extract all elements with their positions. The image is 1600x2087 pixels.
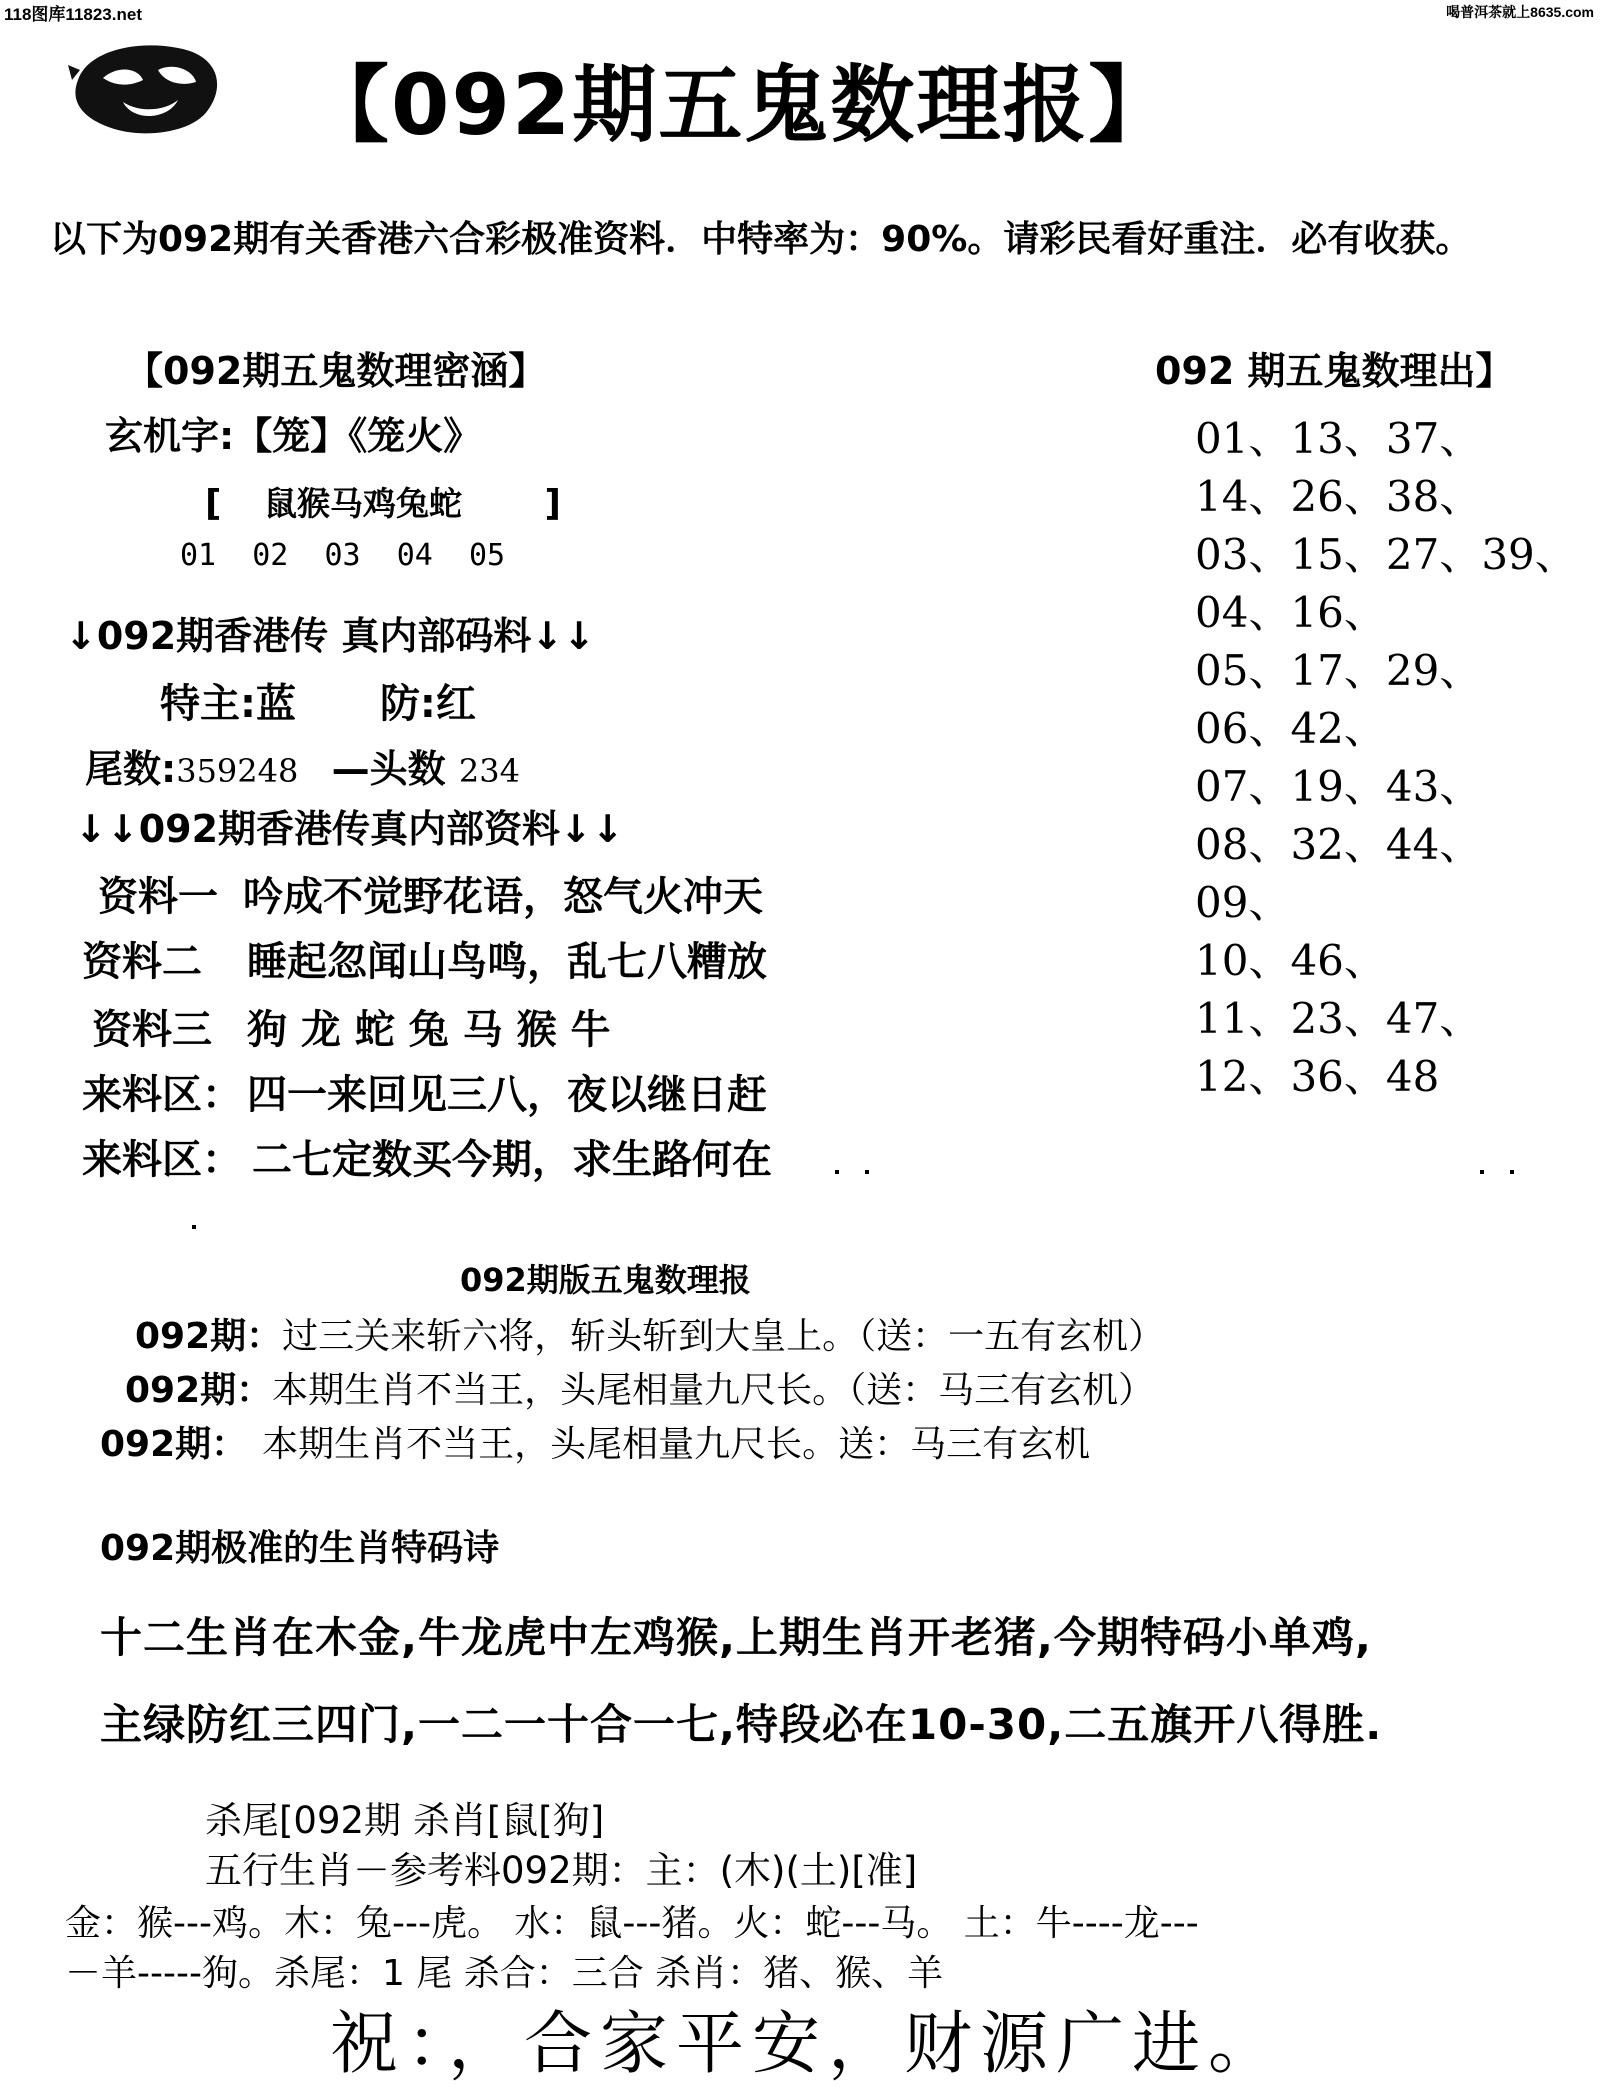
tail-head-row: [85, 738, 520, 793]
number-row: 07、19、43、: [1195, 762, 1482, 811]
number-row: 12、36、48: [1195, 1052, 1440, 1101]
number-row: 06、42、: [1195, 704, 1386, 753]
number-row: 10、46、: [1195, 936, 1386, 985]
intro-text: 以下为092期有关香港六合彩极准资料．中特率为：90%。请彩民看好重注．必有收获。: [50, 219, 1472, 260]
down-arrow-icon: ↓↓: [75, 807, 139, 851]
special-row: [160, 672, 476, 729]
tail-value: 359248: [176, 752, 299, 790]
middle-subtitle: 092期版五鬼数理报: [460, 1261, 751, 1299]
line-text: 本期生肖不当王，头尾相量九尺长。送：马三有玄机: [262, 1424, 1091, 1465]
item-text: 睡起忽闻山鸟鸣，乱七八糟放: [247, 939, 767, 985]
number-row: 08、32、44、: [1195, 820, 1482, 869]
kill-line: 杀尾[092期 杀肖[鼠[狗]: [205, 1799, 605, 1842]
number-row: 09、: [1195, 878, 1291, 927]
item-text: 吟成不觉野花语，怒气火冲天: [243, 874, 763, 920]
line-text: 本期生肖不当王，头尾相量九尺长。（送：马三有玄机）: [272, 1370, 1155, 1411]
guard-label: 防:: [379, 681, 436, 727]
poem-line-1: 十二生肖在木金,牛龙虎中左鸡猴,上期生肖开老猪,今期特码小单鸡,: [100, 1613, 1372, 1662]
down-arrow-icon: ↓: [65, 614, 97, 658]
item-row-3: [92, 998, 611, 1055]
zodiac-list: 鼠猴马鸡兔蛇: [264, 484, 462, 523]
middle-line-3: [100, 1416, 1090, 1467]
zodiac-bracket-close: ]: [544, 483, 561, 524]
number-row: 01、13、37、: [1195, 414, 1482, 463]
zodiac-bracket-open: [: [205, 483, 222, 524]
item-row-4: [82, 1063, 767, 1120]
tail-label: 尾数:: [85, 747, 177, 791]
guard-value: 红: [435, 681, 476, 727]
xuanji-row: [105, 405, 481, 460]
item-row-1: [98, 865, 763, 922]
mystery-title: 【092期五鬼数理密涵】: [125, 349, 547, 393]
zodiac-numbers: 01 02 03 04 05: [180, 538, 506, 573]
poem-title: 092期极准的生肖特码诗: [100, 1528, 500, 1569]
number-row: 11、23、47、: [1195, 994, 1482, 1043]
item-text: 二七定数买今期，求生路何在: [252, 1137, 772, 1183]
wuxing-line: 五行生肖－参考料092期：主：(木)(土)[准]: [205, 1849, 918, 1892]
right-title: 092 期五鬼数理出】: [1155, 349, 1514, 393]
speck: [865, 1170, 869, 1174]
special-main-value: 蓝: [256, 681, 296, 727]
item-label: 资料二: [82, 939, 202, 985]
speck: [1480, 1170, 1484, 1174]
item-label: 资料三: [92, 1007, 212, 1053]
number-row: 05、17、29、: [1195, 646, 1482, 695]
item-row-5: [82, 1128, 772, 1185]
speck: [835, 1170, 839, 1174]
xuanji-value: 【笼】《笼火》: [234, 414, 482, 458]
blessing: 祝：，合家平安，财源广进。: [330, 2005, 1285, 2084]
speck: [1510, 1170, 1514, 1174]
item-row-2: [82, 930, 767, 987]
number-list: [1195, 410, 1577, 1106]
page-title: 【092期五鬼数理报】: [305, 56, 1175, 154]
number-row: 03、15、27、39、: [1195, 530, 1577, 579]
line-text: 过三关来斩六将，斩头斩到大皇上。（送：一五有玄机）: [282, 1316, 1165, 1357]
logo-icon: [68, 40, 228, 140]
zodiac-row: [205, 478, 561, 525]
xuanji-label: 玄机字:: [105, 414, 235, 458]
down-arrow-icon: ↓↓: [560, 807, 624, 851]
special-main-label: 特主:: [160, 681, 256, 727]
item-text: 四一来回见三八，夜以继日赶: [247, 1072, 767, 1118]
item-text: 狗 龙 蛇 兔 马 猴 牛: [247, 1007, 611, 1053]
elements-line-1: 金：猴---鸡。木：兔---虎。 水：鼠---猪。火：蛇---马。 土：牛----龙---: [65, 1903, 1199, 1944]
site-watermark-right: 喝普洱茶就上8635.com: [1446, 4, 1594, 20]
number-row: 14、26、38、: [1195, 472, 1482, 521]
head-label: —头数: [331, 747, 446, 791]
internal-title2: 092期香港传真内部资料: [138, 807, 561, 851]
site-watermark-left: 118图库11823.net: [4, 5, 142, 24]
middle-line-1: [135, 1308, 1164, 1359]
elements-line-2: －羊-----狗。杀尾：1 尾 杀合：三合 杀肖：猪、猴、羊: [65, 1953, 944, 1994]
poem-line-2: 主绿防红三四门,一二一十合一七,特段必在10-30,二五旗开八得胜.: [100, 1700, 1383, 1749]
internal-title2-row: [75, 798, 624, 853]
internal-title-row: [65, 605, 595, 660]
internal-title: 092期香港传 真内部码料: [96, 614, 532, 658]
item-label: 资料一: [98, 874, 218, 920]
down-arrow-icon: ↓↓: [531, 614, 596, 658]
period-label: 092期：: [135, 1316, 283, 1357]
item-label: 来料区：: [82, 1072, 242, 1118]
number-row: 04、16、: [1195, 588, 1386, 637]
middle-line-2: [125, 1362, 1154, 1413]
head-value: 234: [458, 752, 520, 790]
item-label: 来料区：: [82, 1137, 242, 1183]
period-label: 092期：: [125, 1370, 273, 1411]
period-label: 092期：: [100, 1424, 248, 1465]
speck: [192, 1225, 196, 1229]
